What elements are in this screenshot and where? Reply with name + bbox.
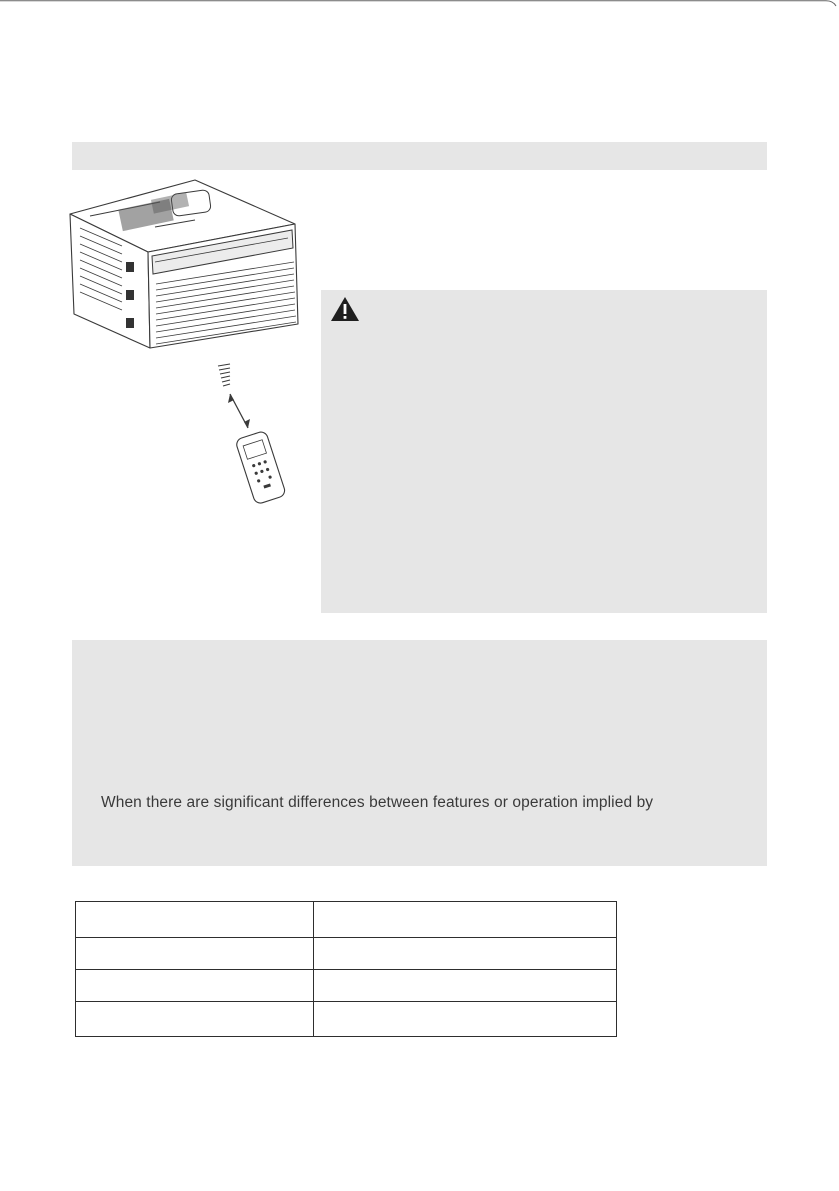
table-cell	[76, 902, 314, 938]
warning-panel	[321, 290, 767, 613]
section-header-bar	[72, 142, 767, 170]
table-cell	[76, 970, 314, 1002]
page-corner-rule	[0, 0, 839, 10]
spec-table	[75, 901, 617, 1037]
table-cell	[314, 902, 617, 938]
table-row	[76, 938, 617, 970]
table-cell	[76, 1002, 314, 1037]
table-row	[76, 970, 617, 1002]
table-cell	[314, 938, 617, 970]
table-row	[76, 1002, 617, 1037]
table-row	[76, 902, 617, 938]
note-text: When there are significant differences between features or operation implied by	[101, 794, 654, 811]
table-cell	[314, 1002, 617, 1037]
note-panel	[72, 640, 767, 866]
air-conditioner-illustration	[60, 172, 310, 512]
table-cell	[76, 938, 314, 970]
warning-triangle-icon	[329, 295, 361, 323]
table-cell	[314, 970, 617, 1002]
